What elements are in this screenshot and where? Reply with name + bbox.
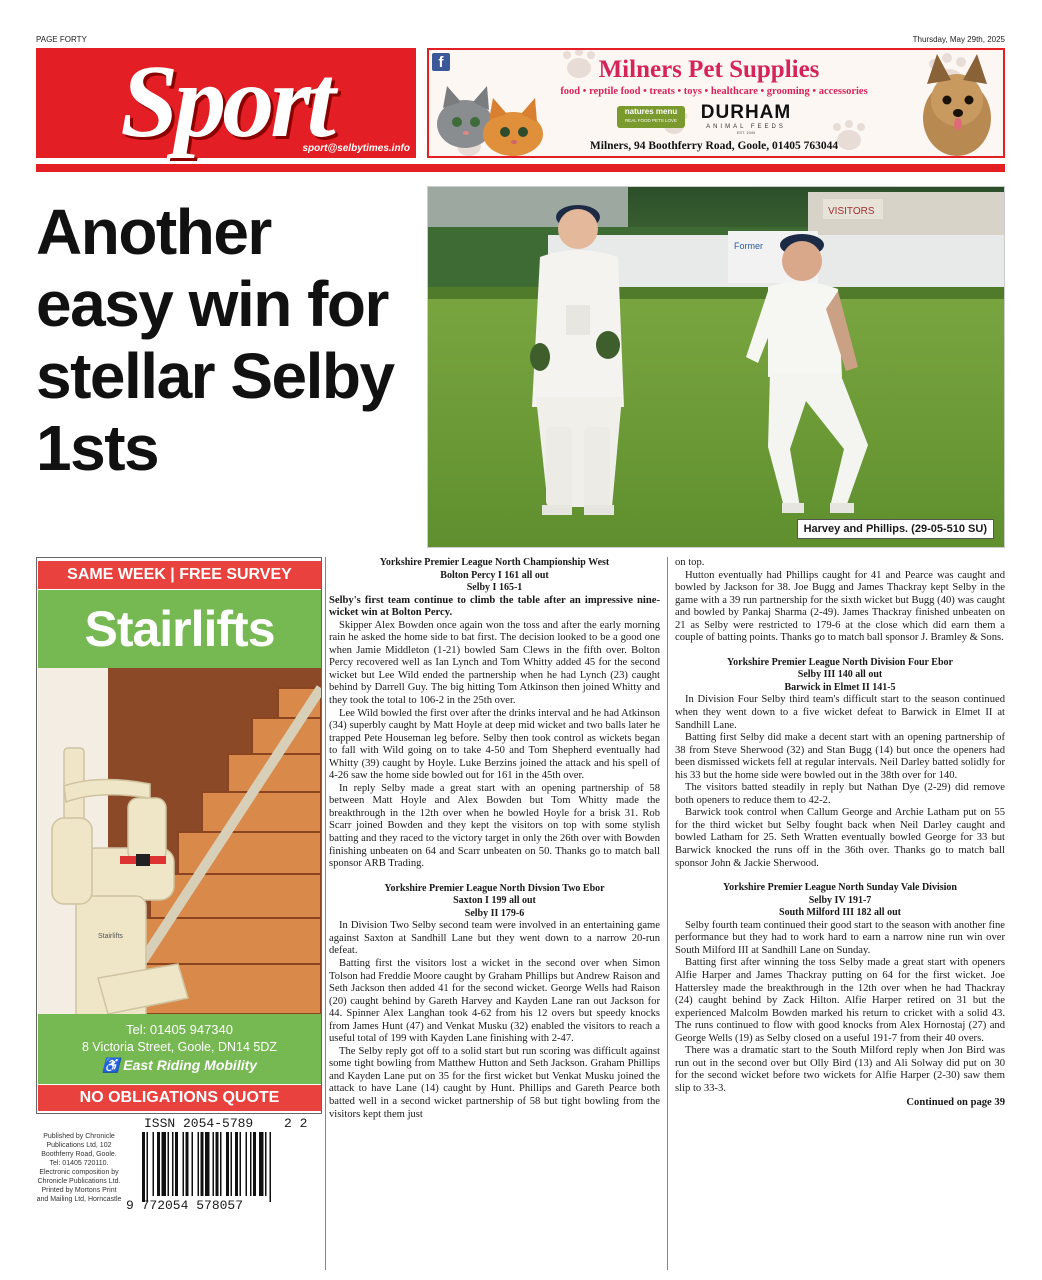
issue-date: Thursday, May 29th, 2025 — [912, 35, 1005, 44]
issn-label: ISSN 2054-5789 — [144, 1116, 254, 1131]
facebook-icon[interactable]: f — [432, 53, 450, 71]
continued-note[interactable]: Continued on page 39 — [906, 1097, 1005, 1109]
stairlift-product-title: Stairlifts — [38, 590, 321, 668]
paragraph: Barwick took control when Callum George and Archie Latham put on 55 for the third wicket but Selby fought back when Neil Darley caught and bowled Latham for 25. Seth Wratten eventually bowled George for 33 but Barwick knocked the runs off in the 36th over. Thanks go to match ball sponsor John & Jackie Sherwood. — [675, 807, 1005, 869]
barcode-block — [126, 1116, 322, 1216]
barcode-bar — [153, 1132, 155, 1196]
barcode-bar — [265, 1132, 267, 1196]
stairlift-image — [38, 668, 321, 1014]
score-line-1b: Selby I 165-1 — [466, 582, 523, 594]
barcode-bar — [226, 1132, 229, 1196]
barcode-bar — [172, 1132, 174, 1196]
natures-menu-sub: REAL FOOD PETS LOVE — [624, 118, 678, 123]
barcode-bar — [205, 1132, 210, 1196]
league-heading-4: Yorkshire Premier League North Sunday Vale Division — [723, 882, 957, 894]
sport-masthead — [36, 44, 416, 159]
league-heading-3: Yorkshire Premier League North Division Four Ebor — [727, 656, 953, 668]
barcode-bar — [142, 1132, 145, 1202]
barcode-bar — [246, 1132, 248, 1196]
barcode-bar — [201, 1132, 204, 1196]
masthead-email[interactable]: sport@selbytimes.info — [302, 143, 410, 154]
paragraph: Batting first after winning the toss Selby made a great start with openers Alfie Harper and James Thackray putting on 64 for the first wicket. Joe Hattersley made the breakthrough in the 12th over when he had Thackray (24) caught behind by Zack Hilton. Alfie Harper retired on 31 but the experienced Malcolm Bowden marked his return to cricket with a solid 43. The runs continued to flow with good knocks from Alex Hornostaj (27) and George Wells (19) as Selby closed on a useful 191-7 from their 40 overs. — [675, 957, 1005, 1044]
paragraph: In Division Four Selby third team's difficult start to the season continued when they went down to a five wicket defeat to Barwick in Elmet II at Sandhill Lane. — [675, 694, 1005, 731]
publisher-info: Published by Chronicle Publications Ltd, 102 Boothferry Road, Goole. Tel: 01405 720110. Electronic composition by Chronicle Publications Ltd. Printed by Mortons Print and Mailing Ltd, Horncastle — [36, 1133, 122, 1203]
barcode-bars — [140, 1132, 318, 1202]
barcode-bar — [220, 1132, 222, 1196]
score-line-1a: Bolton Percy I 161 all out — [440, 569, 549, 581]
stairlift-advert[interactable] — [36, 557, 322, 1114]
durham-est: EST. 1949 — [736, 130, 756, 135]
pet-supplies-advert[interactable] — [427, 48, 1005, 158]
barcode-bar — [183, 1132, 185, 1196]
barcode-bar — [216, 1132, 219, 1196]
stairlift-company — [38, 1057, 321, 1074]
paragraph: There was a dramatic start to the South Milford reply when Jon Bird was run out in the second over but Olly Bird (13) and Ali Solway did put on 30 for the second wicket before two wickets for Alfie Harper (2-30) saw them slip to 33-3. — [675, 1045, 1005, 1094]
ad-address: Milners, 94 Boothferry Road, Goole, 01405 763044 — [589, 140, 839, 152]
barcode-bar — [192, 1132, 194, 1196]
barcode-number: 9 772054 578057 — [126, 1198, 244, 1213]
score-line-2b: Selby II 179-6 — [464, 907, 525, 919]
barcode-bar — [157, 1132, 160, 1196]
paragraph: Lee Wild bowled the first over after the drinks interval and he had Atkinson (34) superbly caught by Matt Hoyle at deep mid wicket and two balls later he trapped Pete Houseman leg before. Selby then took control as wickets began to fall with Wild going on to take 4-50 and Tom Shepherd eventually had Whitty (39) caught by Hoyle. Luke Berzins joined the attack and his spell of 4-26 saw the home side bowled out for 161 in the 45th over. — [329, 707, 660, 782]
paragraph: In reply Selby made a great start with an opening partnership of 58 between Matt Hoyle and Alex Bowden but Tom Whitty made the breakthrough in the 12th over when he bowled Hoyle for a brisk 31. Rob Scarr joined Bowden and they kept the visitors on top with some stylish batting and they raced to the victory target in only the 26th over with Bowden finishing unbeaten on 64 and Scarr unbeaten on 50. Thanks go to match ball sponsor ARB Trading. — [329, 782, 660, 870]
cricket-photo — [427, 186, 1005, 548]
header-rule — [36, 164, 1005, 172]
league-heading-2: Yorkshire Premier League North Divsion Two Ebor — [384, 882, 605, 894]
ad-business-name: Milners Pet Supplies — [598, 56, 820, 83]
score-line-2a: Saxton I 199 all out — [453, 895, 536, 907]
barcode-bar — [168, 1132, 170, 1196]
masthead-title: Sport — [120, 44, 332, 159]
article-column-1 — [329, 557, 660, 1121]
column-rule-right — [667, 557, 668, 1270]
article-column-2 — [675, 557, 1005, 1110]
barcode-bar — [186, 1132, 189, 1196]
score-line-3a: Selby III 140 all out — [797, 669, 883, 681]
paragraph: Batting first Selby did make a decent start with an opening partnership of 38 from Steve Sherwood (32) and Stan Bugg (14) but once the openers had been dismissed wickets fell at regular intervals. Neil Darley batted solidly for his 33 but the home side were bowled out in the 38th over for 140. — [675, 732, 1005, 781]
former-sign: Former — [734, 241, 763, 251]
barcode-bar — [250, 1132, 252, 1196]
barcode-bar — [240, 1132, 242, 1196]
league-heading-1: Yorkshire Premier League North Championship West — [379, 557, 610, 568]
durham-logo — [691, 102, 801, 135]
stairlift-company-name: East Riding Mobility — [123, 1057, 258, 1073]
article-intro: Selby's first team continue to climb the table after an impressive nine-wicket win at Bolton Percy. — [329, 594, 660, 619]
article-headline: Another easy win for stellar Selby 1sts — [36, 196, 394, 484]
score-line-3b: Barwick in Elmet II 141-5 — [784, 681, 896, 693]
paragraph: Skipper Alex Bowden once again won the toss and after the early morning rain he asked the home side to bat first. The decision looked to be a good one when Jamie Middleton (1-21) bowled Sam Clews in the fifth over. Bolton Percy recovered well as Ian Lynch and Tom Whitty added 45 for the second wicket but Lee Wild ended the partnership when he had Lynch (23) caught behind by Darrell Guy. The big hitting Tom Atkinson then joined Whitty and they took the total to 106-2 in the 25th over. — [329, 619, 660, 707]
barcode-bar — [175, 1132, 178, 1196]
durham-name: DURHAM — [700, 102, 792, 123]
chair-brand-label: Stairlifts — [98, 933, 123, 940]
stairlift-phone[interactable]: Tel: 01405 947340 — [126, 1022, 233, 1037]
paragraph: The Selby reply got off to a solid start but run scoring was difficult against some tight bowling from Matthew Hutton and Seth Jackson. Graham Phillips and Kayden Lane put on 35 for the first wicket but Venkat Musku joined the attack to have Lane (14) caught by Hunt. Phillips and Gareth Pearce both batted well in a second wicket partnership of 58 but tight bowling from the visitors kept them just — [329, 1045, 660, 1120]
stairlift-contact-panel — [38, 1014, 321, 1084]
visitors-sign: VISITORS — [828, 206, 875, 217]
mobility-logo-icon: ♿ — [101, 1057, 124, 1073]
stairlift-top-banner: SAME WEEK | FREE SURVEY — [38, 561, 321, 589]
barcode-bar — [253, 1132, 256, 1196]
barcode-bar — [235, 1132, 238, 1196]
cricket-photo-image — [428, 187, 1005, 548]
column-rule-left — [325, 557, 326, 1270]
barcode-bar — [259, 1132, 264, 1196]
score-line-4a: Selby IV 191-7 — [808, 894, 872, 906]
score-line-4b: South Milford III 182 all out — [779, 907, 901, 919]
paragraph: Hutton eventually had Phillips caught for 41 and Pearce was caught and bowled by Jackson for 38. Joe Bugg and James Thackray kept Selby in the game with a 39 run partnership for the sixth wicket but Bugg (40) was caught and bowled by Pankaj Sharma (2-49). James Thackray finished unbeaten on 21 as Selby were restricted to 179-6 at the close which did earn them a couple of batting points. Thanks go to match ball sponsor J. Bramley & Sons. — [675, 569, 1005, 644]
paragraph: The visitors batted steadily in reply but Nathan Dye (2-29) did remove both openers to reduce them to 42-2. — [675, 782, 1005, 806]
durham-sub: ANIMAL FEEDS — [706, 124, 786, 130]
barcode-bar — [162, 1132, 167, 1196]
barcode-bar — [231, 1132, 233, 1196]
paragraph: on top. — [675, 557, 705, 568]
paragraph: Selby fourth team continued their good start to the season with another fine performance but they had to work hard to earn a narrow nine run win over South Milford III at Sandhill Lane on Sunday. — [675, 919, 1005, 956]
stairlift-bottom-banner: NO OBLIGATIONS QUOTE — [38, 1085, 321, 1111]
paragraph: In Division Two Selby second team were involved in an entertaining game against Saxton at Sandhill Lane but they went down to a narrow 20-run defeat. — [329, 920, 660, 957]
issue-code: 2 2 — [284, 1116, 308, 1131]
paragraph: Batting first the visitors lost a wicket in the second over when Simon Tolson had Freddie Moore caught by Graham Phillips but Andrew Raison and Seth Jackson then added 41 for the second wicket. George Wells had Raison (20) caught behind by Gareth Harvey and Kayden Lane ran out Jackson for 44. Spinner Alex Langhan took 4-62 from his 12 overs but speedy knocks from James Hunt (47) and Venkat Musku (32) enabled the visitors to reach a useful total of 199 with Kayden Lane finishing with 2-47. — [329, 957, 660, 1045]
barcode-bar — [213, 1132, 215, 1196]
page-number-label: PAGE FORTY — [36, 35, 87, 44]
barcode-bar — [147, 1132, 149, 1202]
barcode-bar — [198, 1132, 200, 1196]
photo-caption: Harvey and Phillips. (29-05-510 SU) — [797, 519, 994, 539]
natures-menu-logo — [617, 106, 685, 128]
natures-menu-name: natures menu — [624, 107, 678, 116]
barcode-bar — [270, 1132, 272, 1202]
stairlift-address: 8 Victoria Street, Goole, DN14 5DZ — [82, 1040, 277, 1054]
ad-tagline: food • reptile food • treats • toys • healthcare • grooming • accessories — [560, 86, 868, 97]
